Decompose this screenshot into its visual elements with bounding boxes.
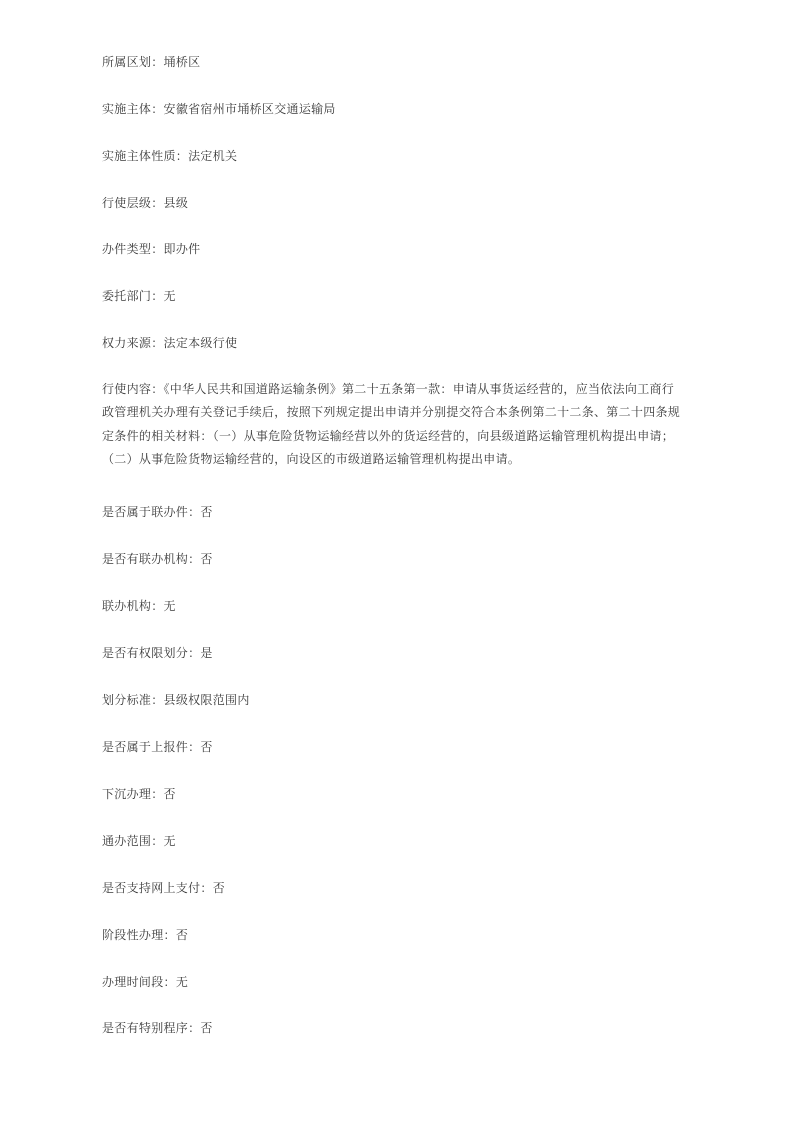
field-label: 阶段性办理：	[102, 928, 176, 942]
field-value: 县级权限范围内	[163, 693, 250, 707]
field-value: 无	[163, 834, 176, 848]
field-label: 行使层级：	[102, 196, 164, 210]
paragraph-line: 行使内容：《中华人民共和国道路运输条例》第二十五条第一款：申请从事货运经营的，应当依法向工商行	[102, 382, 675, 396]
field-division-standard	[102, 693, 250, 707]
field-value: 安徽省宿州市埇桥区交通运输局	[163, 102, 336, 116]
field-level	[102, 196, 188, 210]
field-label: 划分标准：	[102, 693, 164, 707]
field-label: 下沉办理：	[102, 787, 164, 801]
field-value: 否	[200, 1021, 213, 1035]
paragraph-line: （二）从事危险货物运输经营的，向设区的市级道路运输管理机构提出申请。	[102, 451, 521, 466]
field-label: 是否有权限划分：	[102, 646, 201, 660]
field-label: 办件类型：	[102, 242, 164, 256]
field-value: 法定机关	[188, 149, 238, 163]
field-value: 否	[200, 505, 213, 519]
field-label: 委托部门：	[102, 289, 164, 303]
field-handling-period	[102, 975, 188, 989]
field-label: 是否属于上报件：	[102, 740, 201, 754]
field-label: 是否支持网上支付：	[102, 881, 213, 895]
field-label: 联办机构：	[102, 599, 164, 613]
field-value: 无	[175, 975, 189, 989]
field-label: 权力来源：	[102, 336, 164, 350]
field-value: 否	[200, 740, 213, 754]
field-implementing-body	[102, 102, 336, 116]
field-body-nature	[102, 149, 237, 163]
field-value: 否	[212, 881, 226, 895]
field-value: 是	[200, 646, 213, 660]
field-label: 办理时间段：	[102, 975, 176, 989]
field-value: 无	[163, 599, 176, 613]
field-label: 是否有特别程序：	[102, 1021, 201, 1035]
field-sink-handling	[102, 787, 176, 801]
field-label: 是否有联办机构：	[102, 552, 201, 566]
field-label: 所属区划：	[102, 55, 164, 69]
field-authority-division	[102, 646, 213, 660]
field-value: 否	[175, 928, 189, 942]
field-label: 通办范围：	[102, 834, 164, 848]
field-staged-handling	[102, 928, 188, 942]
field-value: 否	[163, 787, 176, 801]
paragraph-line: 政管理机关办理有关登记手续后，按照下列规定提出申请并分别提交符合本条例第二十二条、第二十四条规	[102, 405, 681, 420]
field-label: 实施主体：	[102, 102, 164, 116]
field-region	[102, 55, 200, 69]
field-value: 否	[200, 552, 213, 566]
field-label: 是否属于联办件：	[102, 505, 201, 519]
field-reported-case	[102, 740, 213, 754]
field-value: 县级	[163, 196, 189, 210]
field-value: 即办件	[163, 242, 201, 256]
field-power-source	[102, 336, 237, 350]
field-online-payment	[102, 881, 225, 895]
field-special-procedure	[102, 1021, 213, 1035]
field-value: 法定本级行使	[163, 336, 238, 350]
field-joint-case	[102, 505, 213, 519]
field-content-paragraph	[102, 378, 702, 471]
field-value: 无	[163, 289, 176, 303]
field-entrusted-dept	[102, 289, 176, 303]
field-joint-agency	[102, 599, 176, 613]
field-general-scope	[102, 834, 176, 848]
field-has-joint-agency	[102, 552, 213, 566]
field-case-type	[102, 242, 200, 256]
field-value: 埇桥区	[163, 55, 201, 69]
field-label: 实施主体性质：	[102, 149, 189, 163]
paragraph-line: 定条件的相关材料：（一）从事危险货物运输经营以外的货运经营的，向县级道路运输管理机构提出申请；	[102, 428, 675, 443]
